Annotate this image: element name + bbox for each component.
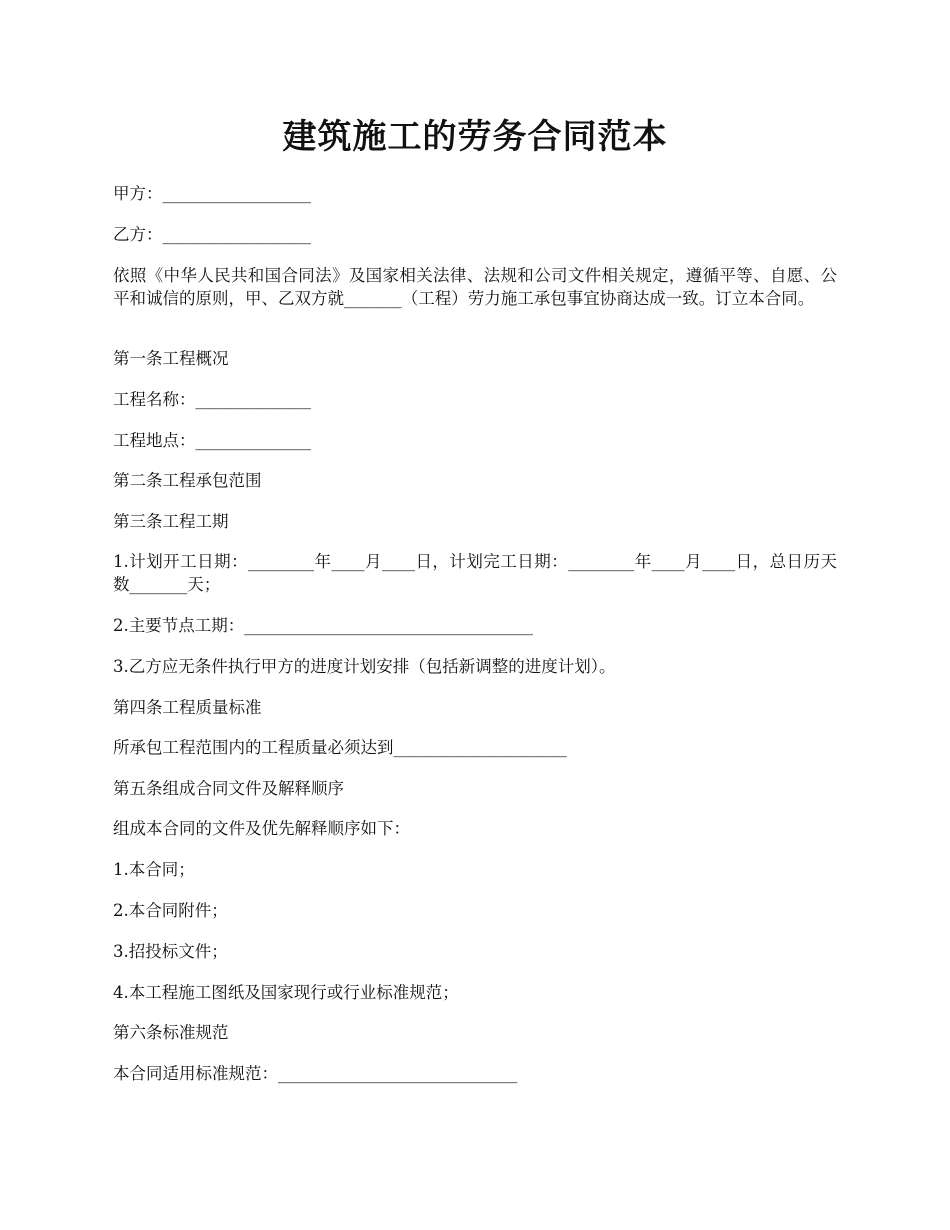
article-5-title: 第五条组成合同文件及解释顺序 [113, 779, 344, 798]
party-b-line: 乙方：__________________ [113, 225, 311, 244]
intro-paragraph: 依照《中华人民共和国合同法》及国家相关法律、法规和公司文件相关规定，遵循平等、自愿、公平和诚信的原则，甲、乙双方就_______（工程）劳力施工承包事宜协商达成一致。订立本合同。 [113, 266, 837, 308]
contract-doc-item-3: 3.招投标文件； [113, 942, 228, 961]
project-name-line: 工程名称：______________ [113, 390, 311, 409]
contract-doc-item-4: 4.本工程施工图纸及国家现行或行业标准规范； [113, 983, 459, 1002]
contract-doc-item-1: 1.本合同； [113, 860, 195, 879]
article-3-title: 第三条工程工期 [113, 512, 229, 531]
project-location-line: 工程地点：______________ [113, 431, 311, 450]
standards-line: 本合同适用标准规范：_____________________________ [113, 1064, 518, 1083]
contract-docs-intro: 组成本合同的文件及优先解释顺序如下： [113, 819, 410, 838]
article-1-title: 第一条工程概况 [113, 349, 229, 368]
schedule-item-2: 2.主要节点工期：___________________________________ [113, 616, 533, 635]
document-title: 建筑施工的劳务合同范本 [282, 117, 668, 157]
quality-standard-line: 所承包工程范围内的工程质量必须达到_____________________ [113, 738, 567, 757]
contract-doc-item-2: 2.本合同附件； [113, 901, 228, 920]
article-6-title: 第六条标准规范 [113, 1023, 229, 1042]
article-4-title: 第四条工程质量标准 [113, 698, 262, 717]
schedule-item-1: 1.计划开工日期：________年____月____日，计划完工日期：________年____月____日，总日历天数_______天； [113, 552, 837, 594]
party-a-line: 甲方：__________________ [113, 184, 311, 203]
article-2-title: 第二条工程承包范围 [113, 471, 262, 490]
schedule-item-3: 3.乙方应无条件执行甲方的进度计划安排（包括新调整的进度计划）。 [113, 657, 616, 676]
